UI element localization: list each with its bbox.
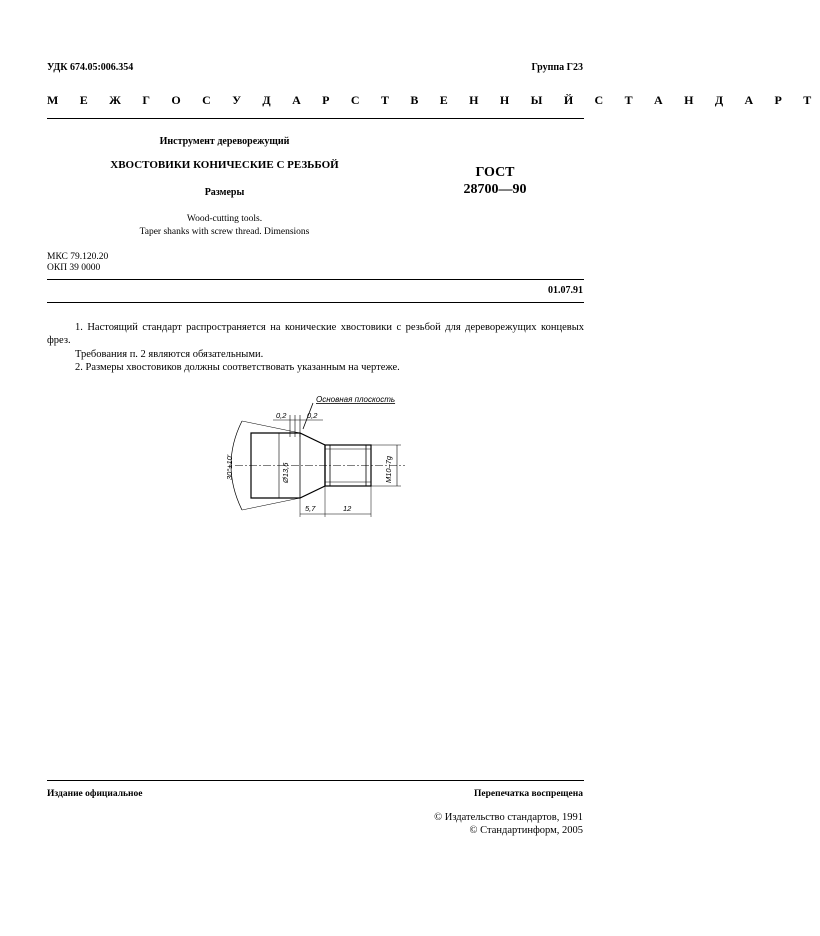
english-title [47,213,402,239]
title-name: ХВОСТОВИКИ КОНИЧЕСКИЕ С РЕЗЬБОЙ [110,159,339,171]
taper-shank-drawing [205,385,425,525]
copyright-block [434,811,583,837]
title-subtitle: Размеры [204,187,245,198]
official-edition: Издание официальное [47,789,143,799]
basic-plane-label: Основная плоскость [316,395,396,404]
angle-ext-bottom [242,498,300,510]
effective-date: 01.07.91 [548,285,583,296]
paragraph-1: 1. Настоящий стандарт распространяется на конические хвостовики с резьбой для дереворежущих концевых фрез. [47,322,584,346]
classification-codes [47,252,108,274]
offset-dim: 5,7 [305,504,316,513]
header-divider [47,118,584,119]
length-dim: 12 [343,504,352,513]
paragraph-2: 2. Размеры хвостовиков должны соответствовать указанным на чертеже. [75,362,400,373]
diameter-dim: Ø13,6 [281,462,290,483]
title-category: Инструмент дереворежущий [159,136,290,147]
okp-code: ОКП 39 0000 [47,263,101,273]
angle-dim: 30°±10' [225,454,234,480]
english-title-line-2: Taper shanks with screw thread. Dimensions [139,227,310,237]
footer-divider [47,780,584,781]
copyright-line-1: © Издательство стандартов, 1991 [434,812,583,823]
english-title-line-1: Wood-cutting tools. [186,214,263,224]
group-code: Группа Г23 [531,62,583,73]
paragraph-requirements: Требования п. 2 являются обязательными. [75,349,264,360]
reprint-notice: Перепечатка воспрещена [473,789,583,799]
gost-label: ГОСТ [475,165,515,180]
gap-dim-right: 0,2 [307,411,318,420]
codes-divider [47,279,584,280]
copyright-line-2: © Стандартинформ, 2005 [469,825,583,836]
udk-code: УДК 674.05:006.354 [47,62,134,73]
gap-dim-left: 0,2 [276,411,287,420]
date-divider [47,302,584,303]
gost-block [450,164,540,198]
mks-code: МКС 79.120.20 [47,252,109,262]
thread-dim: M10–7g [384,455,393,483]
standard-type-heading: М Е Ж Г О С У Д А Р С Т В Е Н Н Ы Й С Т А Н Д А Р Т [47,93,820,107]
gost-number: 28700—90 [463,182,527,197]
angle-ext-top [242,421,300,433]
